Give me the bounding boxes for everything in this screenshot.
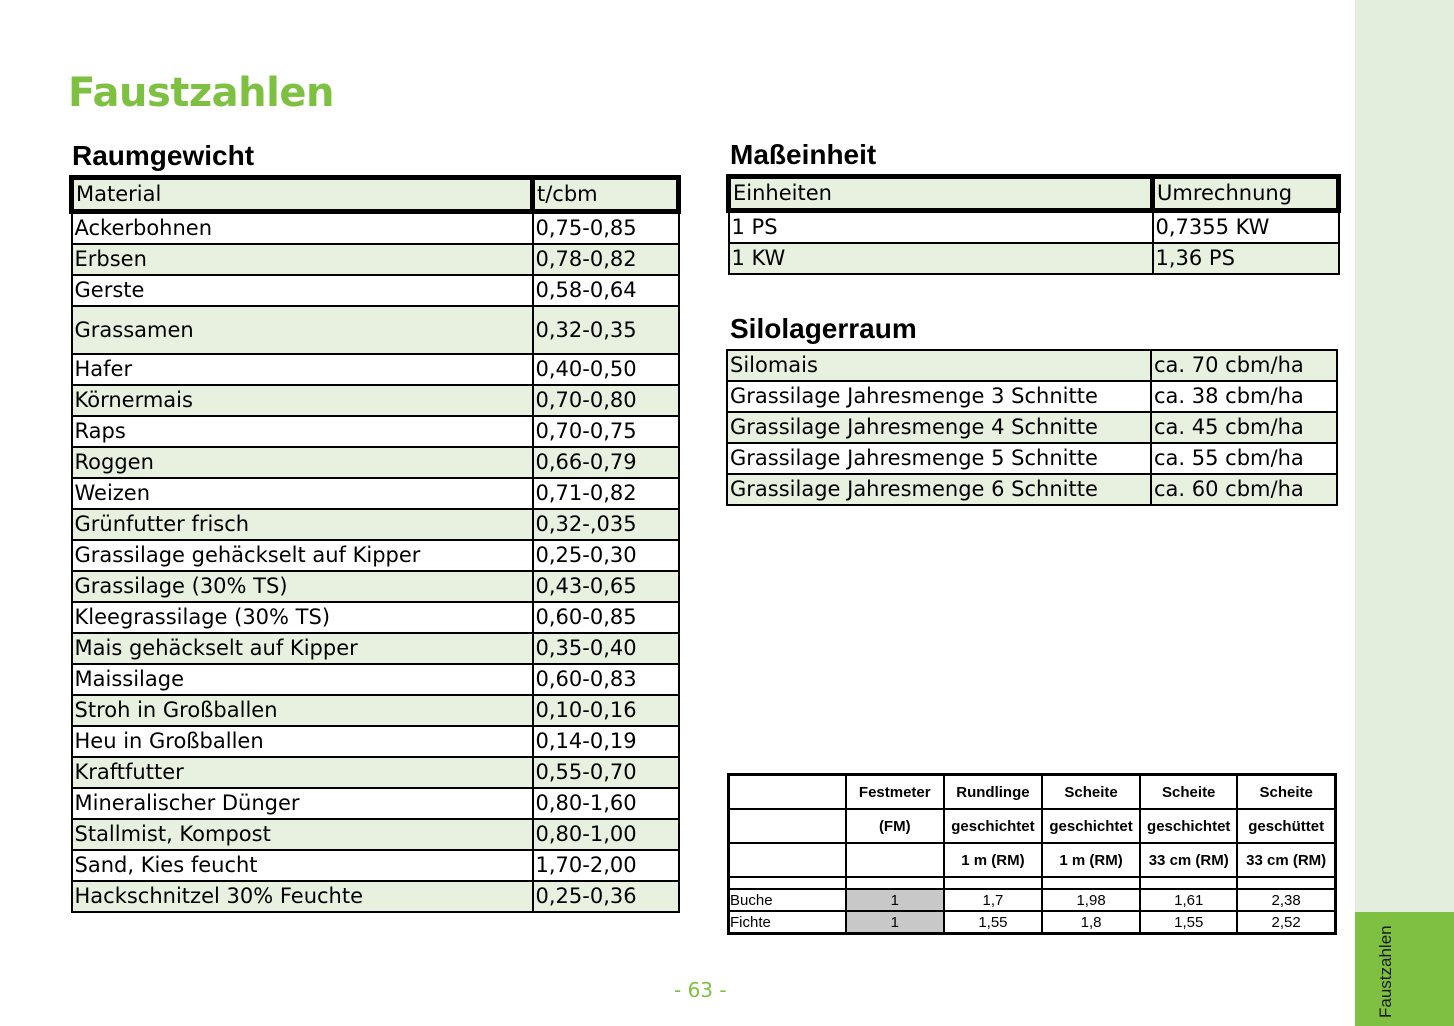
- value-cell: 1: [846, 911, 944, 934]
- table-row: [72, 850, 679, 881]
- weight-cell: 0,25-0,30: [533, 540, 679, 571]
- spacer-cell: [846, 877, 944, 889]
- weight-cell: 1,70-2,00: [533, 850, 679, 881]
- table-row: [727, 381, 1337, 412]
- material-cell: Hackschnitzel 30% Feuchte: [72, 881, 533, 912]
- chapter-tab[interactable]: [1355, 912, 1454, 1026]
- table-row: [72, 633, 679, 664]
- table-row: [72, 275, 679, 306]
- header-cell: geschichtet: [1140, 809, 1237, 843]
- weight-cell: 0,60-0,83: [533, 664, 679, 695]
- table-row: [72, 602, 679, 633]
- material-cell: Mineralischer Dünger: [72, 788, 533, 819]
- table-row: [729, 911, 1336, 934]
- wood-type-cell: Buche: [729, 889, 846, 911]
- header-cell: [846, 843, 944, 877]
- weight-cell: 0,55-0,70: [533, 757, 679, 788]
- page-number: - 63 -: [674, 978, 727, 1002]
- weight-cell: 0,43-0,65: [533, 571, 679, 602]
- conversion-cell: 1,36 PS: [1153, 243, 1339, 274]
- header-cell: 33 cm (RM): [1140, 843, 1237, 877]
- material-cell: Gerste: [72, 275, 533, 306]
- table-row: [72, 244, 679, 275]
- table-row: [72, 509, 679, 540]
- unit-cell: 1 KW: [729, 243, 1153, 274]
- table-row: [72, 819, 679, 850]
- material-cell: Erbsen: [72, 244, 533, 275]
- value-cell: 1,8: [1042, 911, 1140, 934]
- header-cell: Festmeter: [846, 775, 944, 810]
- material-cell: Weizen: [72, 478, 533, 509]
- column-header-tcbm: t/cbm: [533, 178, 679, 212]
- header-cell: Rundlinge: [944, 775, 1042, 810]
- silage-type-cell: Grassilage Jahresmenge 5 Schnitte: [727, 443, 1151, 474]
- weight-cell: 0,32-,035: [533, 509, 679, 540]
- header-cell: Scheite: [1237, 775, 1335, 810]
- weight-cell: 0,75-0,85: [533, 212, 679, 245]
- material-cell: Körnermais: [72, 385, 533, 416]
- material-cell: Grassilage (30% TS): [72, 571, 533, 602]
- table-row: [72, 664, 679, 695]
- page-title: Faustzahlen: [68, 70, 334, 116]
- spacer-cell: [729, 877, 846, 889]
- table-row: [72, 416, 679, 447]
- material-cell: Sand, Kies feucht: [72, 850, 533, 881]
- spacer-cell: [944, 877, 1042, 889]
- value-cell: 1,61: [1140, 889, 1237, 911]
- table-row: [729, 211, 1339, 244]
- column-header-material: Material: [72, 178, 533, 212]
- volume-cell: ca. 70 cbm/ha: [1151, 350, 1337, 381]
- table-row: [72, 478, 679, 509]
- weight-cell: 0,60-0,85: [533, 602, 679, 633]
- silolagerraum-table: [726, 349, 1338, 506]
- value-cell: 1: [846, 889, 944, 911]
- material-cell: Hafer: [72, 354, 533, 385]
- table-row: [72, 726, 679, 757]
- conversion-cell: 0,7355 KW: [1153, 211, 1339, 244]
- table-row: [727, 412, 1337, 443]
- table-row: [72, 447, 679, 478]
- silage-type-cell: Grassilage Jahresmenge 3 Schnitte: [727, 381, 1151, 412]
- material-cell: Ackerbohnen: [72, 212, 533, 245]
- header-cell: [729, 809, 846, 843]
- spacer-cell: [1042, 877, 1140, 889]
- header-cell: [729, 775, 846, 810]
- silage-type-cell: Grassilage Jahresmenge 6 Schnitte: [727, 474, 1151, 505]
- column-header-einheiten: Einheiten: [729, 177, 1153, 211]
- table-row: [72, 540, 679, 571]
- column-header-umrechnung: Umrechnung: [1153, 177, 1339, 211]
- table-row: [72, 788, 679, 819]
- weight-cell: 0,25-0,36: [533, 881, 679, 912]
- value-cell: 1,98: [1042, 889, 1140, 911]
- table-row: [72, 757, 679, 788]
- weight-cell: 0,66-0,79: [533, 447, 679, 478]
- material-cell: Roggen: [72, 447, 533, 478]
- weight-cell: 0,58-0,64: [533, 275, 679, 306]
- weight-cell: 0,78-0,82: [533, 244, 679, 275]
- header-cell: Scheite: [1140, 775, 1237, 810]
- value-cell: 1,7: [944, 889, 1042, 911]
- weight-cell: 0,70-0,75: [533, 416, 679, 447]
- material-cell: Stroh in Großballen: [72, 695, 533, 726]
- header-cell: Scheite: [1042, 775, 1140, 810]
- table-header-row: [729, 177, 1339, 211]
- weight-cell: 0,71-0,82: [533, 478, 679, 509]
- volume-cell: ca. 60 cbm/ha: [1151, 474, 1337, 505]
- header-cell: 1 m (RM): [1042, 843, 1140, 877]
- weight-cell: 0,35-0,40: [533, 633, 679, 664]
- header-cell: geschüttet: [1237, 809, 1335, 843]
- volume-cell: ca. 38 cbm/ha: [1151, 381, 1337, 412]
- table-row: [727, 443, 1337, 474]
- table-row: [729, 889, 1336, 911]
- spacer-cell: [1140, 877, 1237, 889]
- table-row: [72, 306, 679, 354]
- table-header-row: [729, 809, 1336, 843]
- holz-umrechnung-table: [727, 773, 1337, 935]
- spacer-cell: [1237, 877, 1335, 889]
- header-cell: [729, 843, 846, 877]
- material-cell: Stallmist, Kompost: [72, 819, 533, 850]
- material-cell: Kraftfutter: [72, 757, 533, 788]
- weight-cell: 0,14-0,19: [533, 726, 679, 757]
- header-cell: geschichtet: [944, 809, 1042, 843]
- table-row: [72, 695, 679, 726]
- silage-type-cell: Silomais: [727, 350, 1151, 381]
- table-row: [72, 354, 679, 385]
- chapter-tab-label: Faustzahlen: [1376, 925, 1395, 1018]
- material-cell: Heu in Großballen: [72, 726, 533, 757]
- value-cell: 1,55: [944, 911, 1042, 934]
- side-strip: [1355, 0, 1454, 1026]
- masseinheit-heading: Maßeinheit: [730, 139, 877, 170]
- header-cell: 1 m (RM): [944, 843, 1042, 877]
- material-cell: Grassamen: [72, 306, 533, 354]
- value-cell: 2,38: [1237, 889, 1335, 911]
- volume-cell: ca. 55 cbm/ha: [1151, 443, 1337, 474]
- material-cell: Raps: [72, 416, 533, 447]
- header-cell: (FM): [846, 809, 944, 843]
- weight-cell: 0,32-0,35: [533, 306, 679, 354]
- header-cell: 33 cm (RM): [1237, 843, 1335, 877]
- raumgewicht-heading: Raumgewicht: [72, 140, 255, 171]
- value-cell: 1,55: [1140, 911, 1237, 934]
- wood-type-cell: Fichte: [729, 911, 846, 934]
- table-header-row: [729, 843, 1336, 877]
- table-row: [727, 350, 1337, 381]
- masseinheit-table: [726, 174, 1341, 275]
- volume-cell: ca. 45 cbm/ha: [1151, 412, 1337, 443]
- table-header-row: [729, 775, 1336, 810]
- weight-cell: 0,80-1,00: [533, 819, 679, 850]
- weight-cell: 0,40-0,50: [533, 354, 679, 385]
- silage-type-cell: Grassilage Jahresmenge 4 Schnitte: [727, 412, 1151, 443]
- material-cell: Mais gehäckselt auf Kipper: [72, 633, 533, 664]
- table-row: [72, 571, 679, 602]
- table-header-row: [72, 178, 679, 212]
- table-row: [72, 385, 679, 416]
- weight-cell: 0,70-0,80: [533, 385, 679, 416]
- unit-cell: 1 PS: [729, 211, 1153, 244]
- material-cell: Maissilage: [72, 664, 533, 695]
- table-row: [72, 212, 679, 245]
- weight-cell: 0,10-0,16: [533, 695, 679, 726]
- table-row: [727, 474, 1337, 505]
- header-cell: geschichtet: [1042, 809, 1140, 843]
- material-cell: Grünfutter frisch: [72, 509, 533, 540]
- material-cell: Kleegrassilage (30% TS): [72, 602, 533, 633]
- weight-cell: 0,80-1,60: [533, 788, 679, 819]
- spacer-row: [729, 877, 1336, 889]
- table-row: [729, 243, 1339, 274]
- value-cell: 2,52: [1237, 911, 1335, 934]
- material-cell: Grassilage gehäckselt auf Kipper: [72, 540, 533, 571]
- table-row: [72, 881, 679, 912]
- silolagerraum-heading: Silolagerraum: [730, 313, 917, 344]
- raumgewicht-table: [69, 175, 681, 913]
